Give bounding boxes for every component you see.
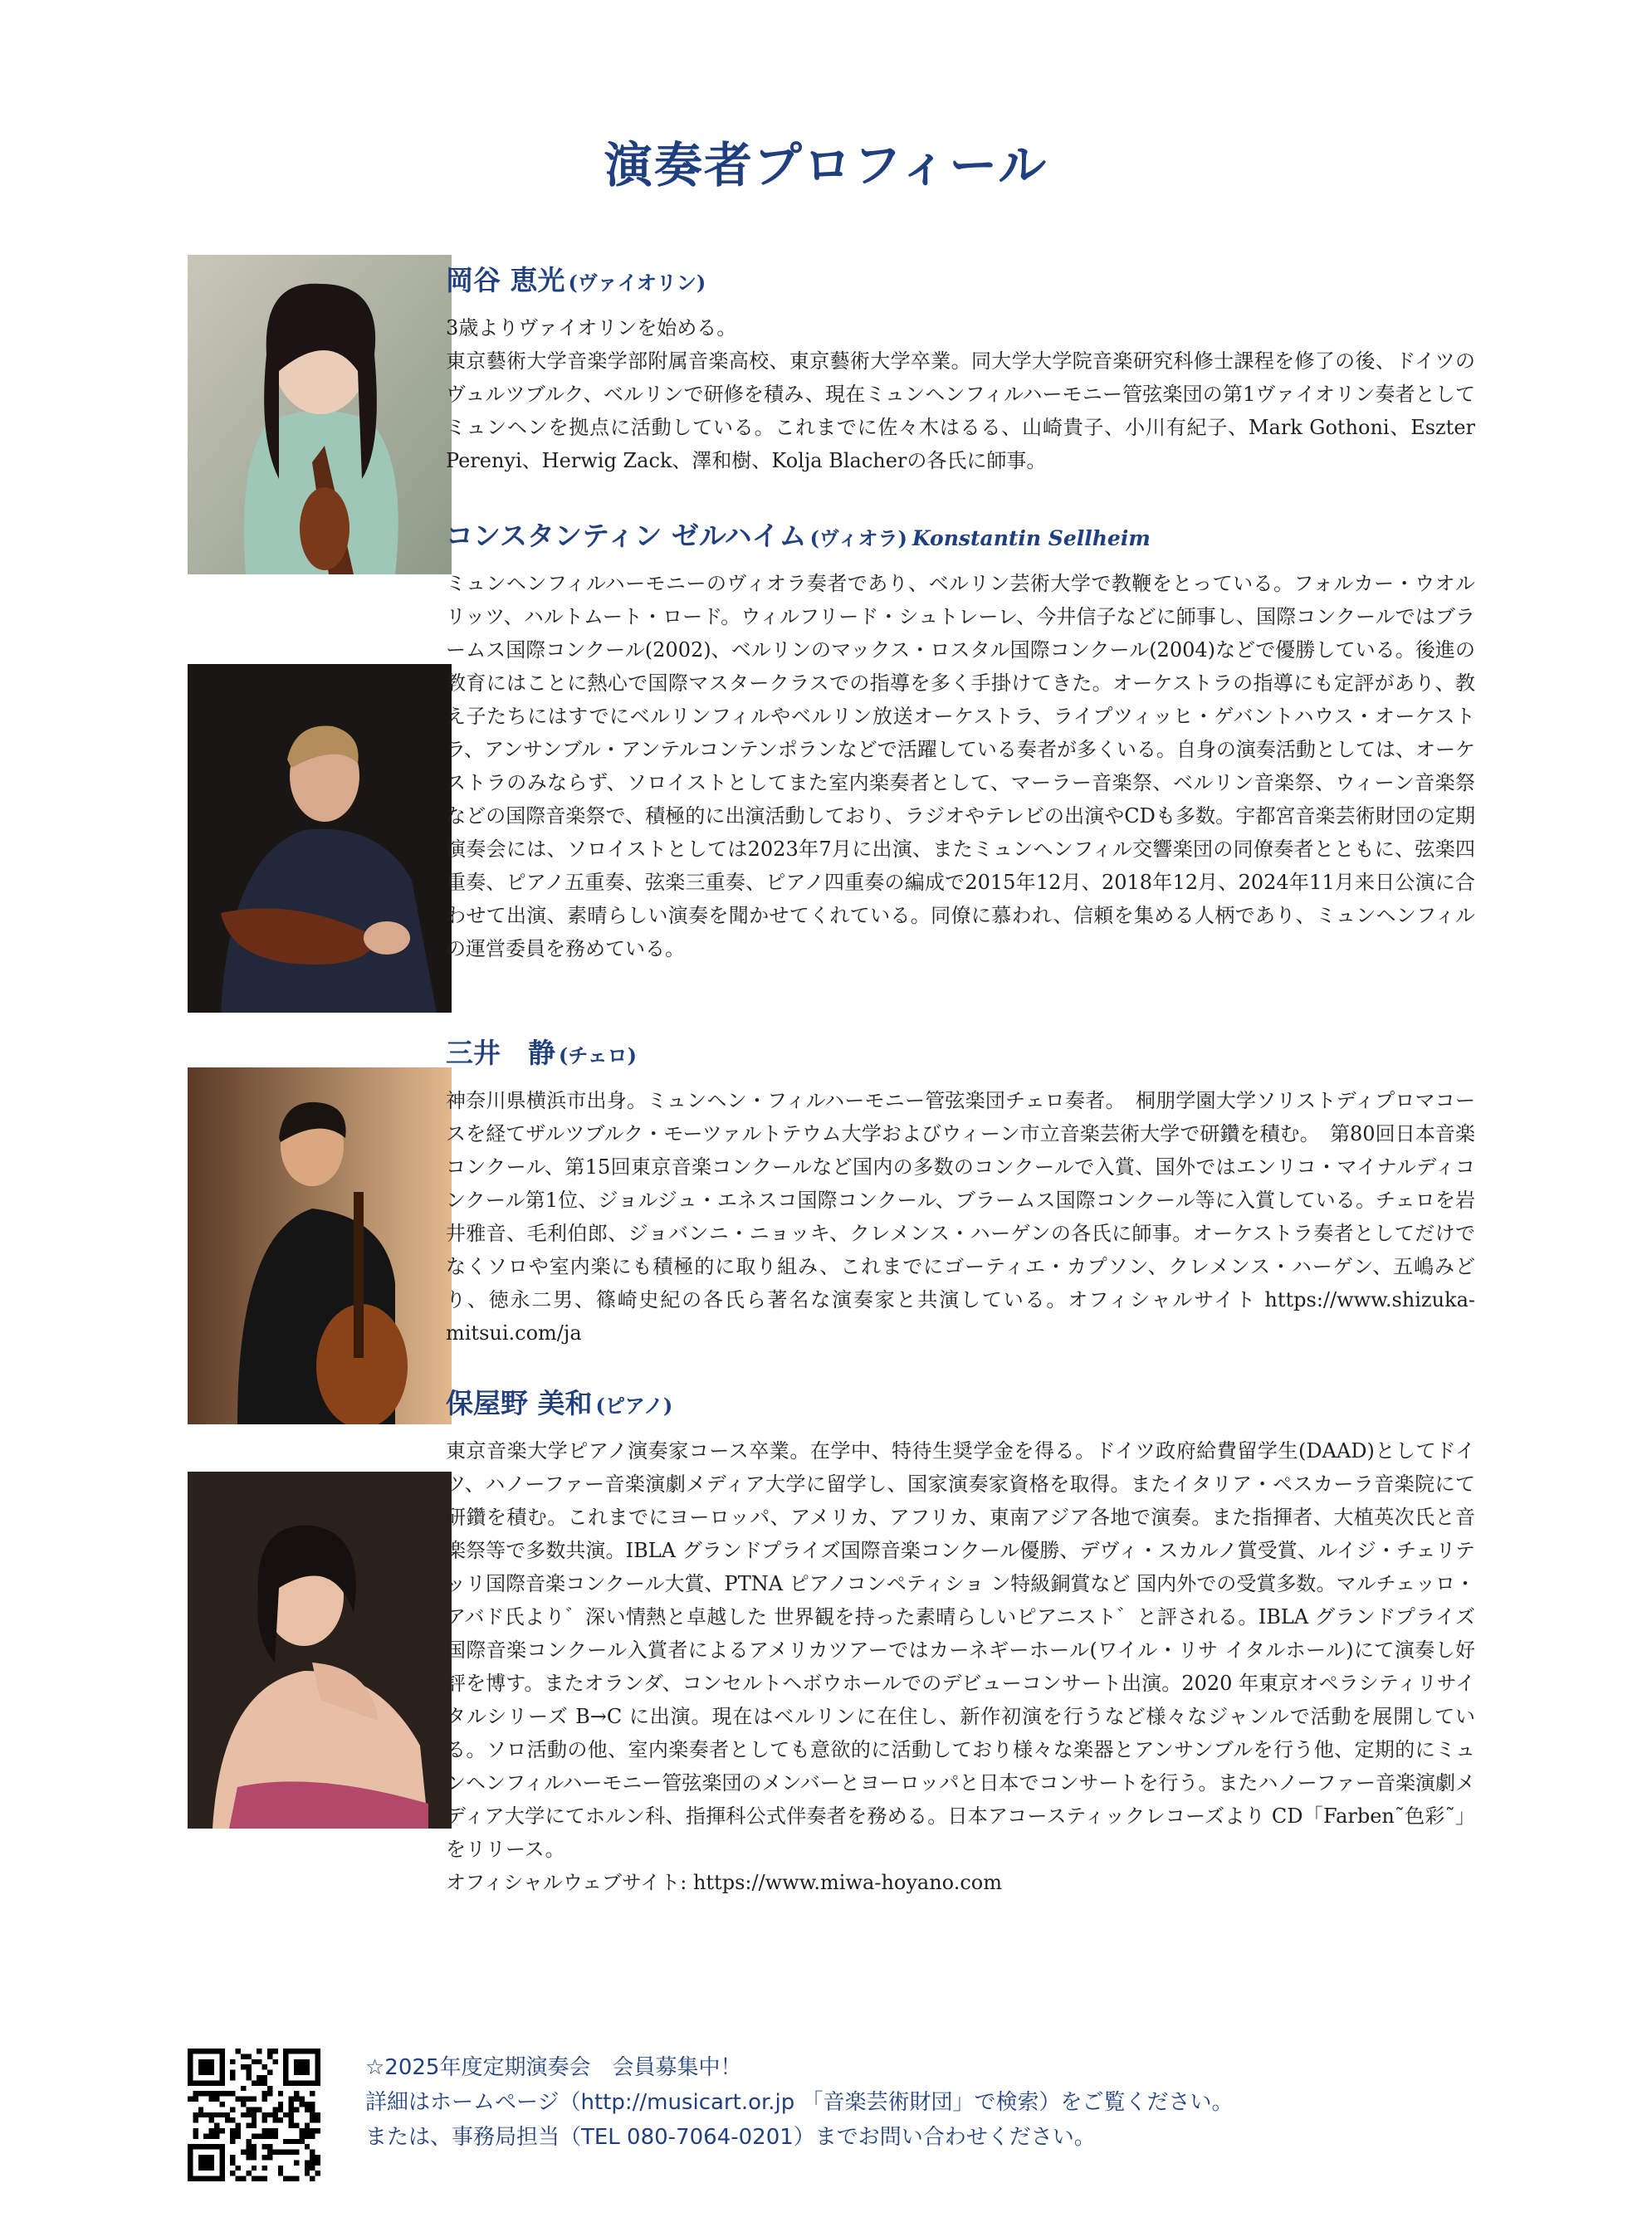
performer-section-sellheim bbox=[446, 515, 1475, 965]
performer-bio: 神奈川県横浜市出身。ミュンヘン・フィルハーモニー管弦楽団チェロ奏者。 桐朋学園大学ソリストディプロマコースを経てザルツブルク・モーツァルトテウム大学およびウィーン市立音楽芸術大学で研鑽を積む。 第80回日本音楽コンクール、第15回東京音楽コンクールなど国内の多数のコンクールで入賞、国外ではエンリコ・マイナルディコンクール第1位、ジョルジュ・エネスコ国際コンクール、ブラームス国際コンクール等に入賞している。チェロを岩井雅音、毛利伯郎、ジョバンニ・ニョッキ、クレメンス・ハーゲンの各氏に師事。オーケストラ奏者としてだけでなくソロや室内楽にも積極的に取り組み、これまでにゴーティエ・カプソン、クレメンス・ハーゲン、五嶋みどり、徳永二男、篠崎史紀の各氏ら著名な演奏家と共演している。オフィシャルサイト https://www.shizuka-mitsui.com/ja bbox=[446, 1089, 1475, 1345]
notice-line-2: 詳細はホームページ（http://musicart.or.jp 「音楽芸術財団」で検索）をご覧ください。 bbox=[365, 2090, 1234, 2115]
performer-instrument: (チェロ) bbox=[559, 1043, 637, 1067]
pianist-photo bbox=[188, 1472, 452, 1829]
performer-name: コンスタンティン ゼルハイム bbox=[446, 520, 807, 552]
membership-notice bbox=[365, 2050, 1527, 2155]
performer-name-line bbox=[446, 259, 1475, 298]
page-title: 演奏者プロフィール bbox=[604, 137, 1048, 193]
performer-name: 岡谷 恵光 bbox=[446, 264, 565, 296]
performer-section-mitsui bbox=[446, 1032, 1475, 1350]
performer-instrument: (ピアノ) bbox=[595, 1394, 673, 1418]
qr-code[interactable] bbox=[188, 2049, 320, 2181]
performer-instrument: (ヴィオラ) bbox=[809, 526, 907, 550]
performer-name-line bbox=[446, 1032, 1475, 1071]
notice-line-1: ☆2025年度定期演奏会 会員募集中！ bbox=[365, 2055, 742, 2080]
performer-bio: ミュンヘンフィルハーモニーのヴィオラ奏者であり、ベルリン芸術大学で教鞭をとっている。フォルカー・ウオルリッツ、ハルトムート・ロード。ウィルフリード・シュトレーレ、今井信子などに師事し、国際コンクールではブラームス国際コンクール(2002)、ベルリンのマックス・ロスタル国際コンクール(2004)などで優勝している。後進の教育にはことに熱心で国際マスタークラスでの指導を多く手掛けてきた。オーケストラの指導にも定評があり、教え子たちにはすでにベルリンフィルやベルリン放送オーケストラ、ライプツィッヒ・ゲバントハウス・オーケストラ、アンサンブル・アンテルコンテンポランなどで活躍している奏者が多くいる。自身の演奏活動としては、オーケストラのみならず、ソロイストとしてまた室内楽奏者として、マーラー音楽祭、ベルリン音楽祭、ウィーン音楽祭などの国際音楽祭で、積極的に出演活動しており、ラジオやテレビの出演やCDも多数。宇都宮音楽芸術財団の定期演奏会には、ソロイストとしては2023年7月に出演、またミュンヘンフィル交響楽団の同僚奏者とともに、弦楽四重奏、ピアノ五重奏、弦楽三重奏、ピアノ四重奏の編成で2015年12月、2018年12月、2024年11月来日公演に合わせて出演、素晴らしい演奏を聞かせてくれている。同僚に慕われ、信頼を集める人柄であり、ミュンヘンフィルの運営委員を務めている。 bbox=[446, 572, 1475, 960]
performer-instrument: (ヴァイオリン) bbox=[568, 271, 706, 295]
performer-name-line bbox=[446, 515, 1475, 554]
cellist-photo bbox=[188, 1067, 452, 1424]
performer-latin-name: Konstantin Sellheim bbox=[912, 526, 1151, 550]
performer-name: 保屋野 美和 bbox=[446, 1387, 593, 1419]
performer-name: 三井 静 bbox=[446, 1037, 555, 1069]
violist-photo bbox=[188, 664, 452, 1013]
violinist-photo bbox=[188, 255, 452, 574]
performer-bio: 3歳よりヴァイオリンを始める。 東京藝術大学音楽学部附属音楽高校、東京藝術大学卒業。同大学大学院音楽研究科修士課程を修了の後、ドイツのヴュルツブルク、ベルリンで研修を積み、現在ミュンヘンフィルハーモニー管弦楽団の第1ヴァイオリン奏者としてミュンヘンを拠点に活動している。これまでに佐々木はるる、山崎貴子、小川有紀子、Mark Gothoni、Eszter Perenyi、Herwig Zack、澤和樹、Kolja Blacherの各氏に師事。 bbox=[446, 316, 1475, 472]
performer-section-hoyano bbox=[446, 1382, 1475, 1899]
performer-name-line bbox=[446, 1382, 1475, 1421]
performer-bio: 東京音楽大学ピアノ演奏家コース卒業。在学中、特待生奨学金を得る。ドイツ政府給費留学生(DAAD)としてドイツ、ハノーファー音楽演劇メディア大学に留学し、国家演奏家資格を取得。またイタリア・ペスカーラ音楽院にて研鑽を積む。これまでにヨーロッパ、アメリカ、アフリカ、東南アジア各地で演奏。また指揮者、大植英次氏と音楽祭等で多数共演。IBLA グランドプライズ国際音楽コンクール優勝、デヴィ・スカルノ賞受賞、ルイジ・チェリテッリ国際音楽コンクール大賞、PTNA ピアノコンペティショ ン特級銅賞など 国内外での受賞多数。マルチェッロ・アバド氏より゛深い情熱と卓越した 世界観を持った素晴らしいピアニスト゛と評される。IBLA グランドプライズ国際音楽コンクール入賞者によるアメリカツアーではカーネギーホール(ワイル・リサ イタルホール)にて演奏し好評を博す。またオランダ、コンセルトヘボウホールでのデビューコンサート出演。2020 年東京オペラシティリサイタルシリーズ B→C に出演。現在はベルリンに在住し、新作初演を行うなど様々なジャンルで活動を展開している。ソロ活動の他、室内楽奏者としても意欲的に活動しており様々な楽器とアンサンブルを行う他、定期的にミュンヘンフィルハーモニー管弦楽団のメンバーとヨーロッパと日本でコンサートを行う。またハノーファー音楽演劇メディア大学にてホルン科、指揮科公式伴奏者を務める。日本アコースティックレコーズより CD「Farben˜色彩˜」をリリース。 オフィシャルウェブサイト: https://www.miwa-hoyano.com bbox=[446, 1439, 1475, 1894]
performer-section-okaya bbox=[446, 259, 1475, 477]
notice-line-3: または、事務局担当（TEL 080-7064-0201）までお問い合わせください。 bbox=[365, 2125, 1096, 2150]
